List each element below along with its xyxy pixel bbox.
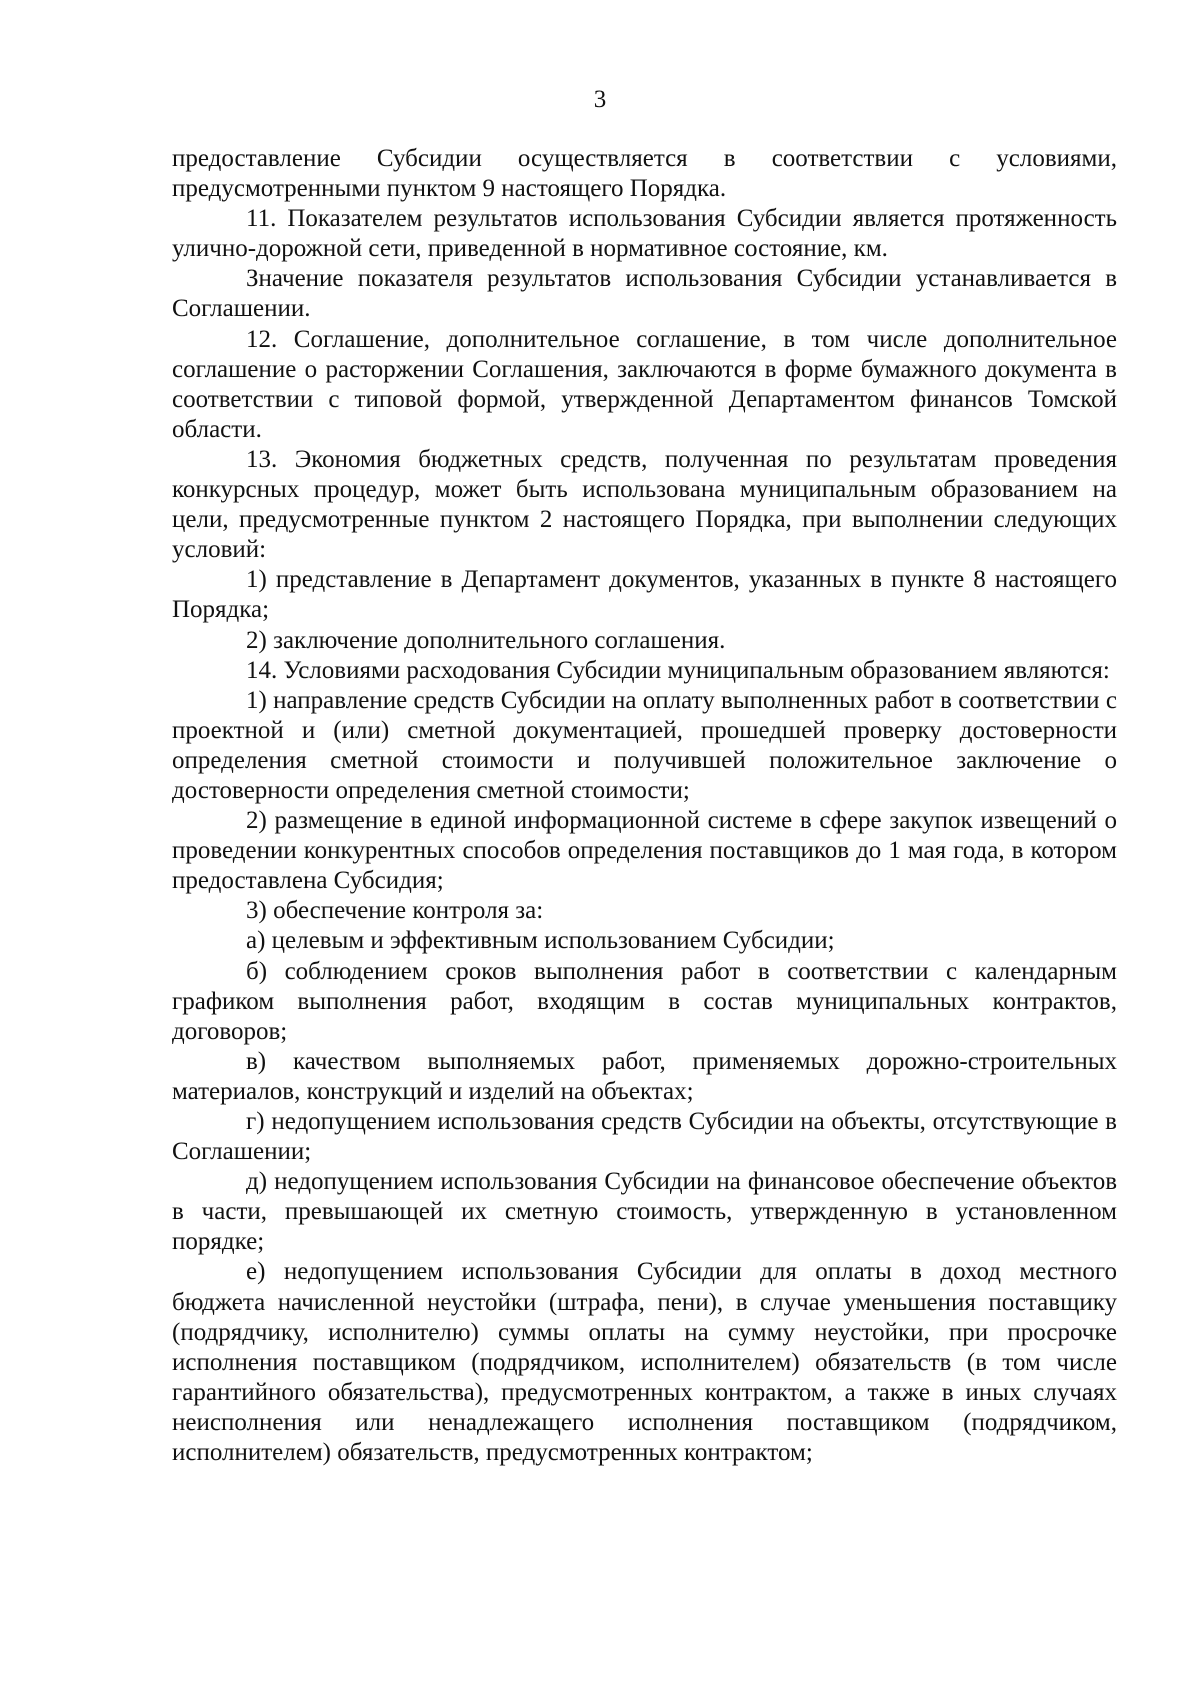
document-body xyxy=(172,144,1117,1468)
paragraph: 11. Показателем результатов использования Субсидии является протяженность улично-дорожной сети, приведенной в нормативное состояние, км. xyxy=(172,205,1117,263)
paragraph: 1) направление средств Субсидии на оплату выполненных работ в соответствии с проектной и (или) сметной документацией, прошедшей проверку достоверности определения сметной стоимости и получившей положительное заключение о достоверности определения сметной стоимости; xyxy=(172,686,1117,804)
paragraph: г) недопущением использования средств Субсидии на объекты, отсутствующие в Соглашении; xyxy=(172,1108,1117,1166)
paragraph: в) качеством выполняемых работ, применяемых дорожно-строительных материалов, конструкций и изделий на объектах; xyxy=(172,1047,1117,1105)
paragraph: 2) размещение в единой информационной системе в сфере закупок извещений о проведении конкурентных способов определения поставщиков до 1 мая года, в котором предоставлена Субсидия; xyxy=(172,807,1117,895)
paragraph: 1) представление в Департамент документов, указанных в пункте 8 настоящего Порядка; xyxy=(172,566,1117,624)
page-number: 3 xyxy=(593,86,607,113)
paragraph: б) соблюдением сроков выполнения работ в соответствии с календарным графиком выполнения работ, входящим в состав муниципальных контрактов, договоров; xyxy=(172,957,1117,1045)
paragraph: а) целевым и эффективным использованием Субсидии; xyxy=(246,927,835,955)
paragraph: 14. Условиями расходования Субсидии муниципальным образованием являются: xyxy=(246,656,1110,684)
paragraph: е) недопущением использования Субсидии для оплаты в доход местного бюджета начисленной неустойки (штрафа, пени), в случае уменьшения поставщику (подрядчику, исполнителю) суммы оплаты на сумму неустойки, при просрочке исполнения поставщиком (подрядчиком, исполнителем) обязательств (в том числе гарантийного обязательства), предусмотренных контрактом, а также в иных случаях неисполнения или ненадлежащего исполнения поставщиком (подрядчиком, исполнителем) обязательств, предусмотренных контрактом; xyxy=(172,1258,1117,1467)
paragraph: Значение показателя результатов использования Субсидии устанавливается в Соглашении. xyxy=(172,265,1117,323)
paragraph: 12. Соглашение, дополнительное соглашение, в том числе дополнительное соглашение о расторжении Соглашения, заключаются в форме бумажного документа в соответствии с типовой формой, утвержденной Департаментом финансов Томской области. xyxy=(172,325,1117,443)
paragraph: 13. Экономия бюджетных средств, полученная по результатам проведения конкурсных процедур, может быть использована муниципальным образованием на цели, предусмотренные пунктом 2 настоящего Порядка, при выполнении следующих условий: xyxy=(172,445,1117,564)
paragraph: предоставление Субсидии осуществляется в соответствии с условиями, предусмотренными пунктом 9 настоящего Порядка. xyxy=(172,145,1117,203)
paragraph: д) недопущением использования Субсидии на финансовое обеспечение объектов в части, превышающей их сметную стоимость, утвержденную в установленном порядке; xyxy=(172,1168,1117,1256)
paragraph: 2) заключение дополнительного соглашения. xyxy=(246,626,726,654)
paragraph: 3) обеспечение контроля за: xyxy=(246,897,544,925)
